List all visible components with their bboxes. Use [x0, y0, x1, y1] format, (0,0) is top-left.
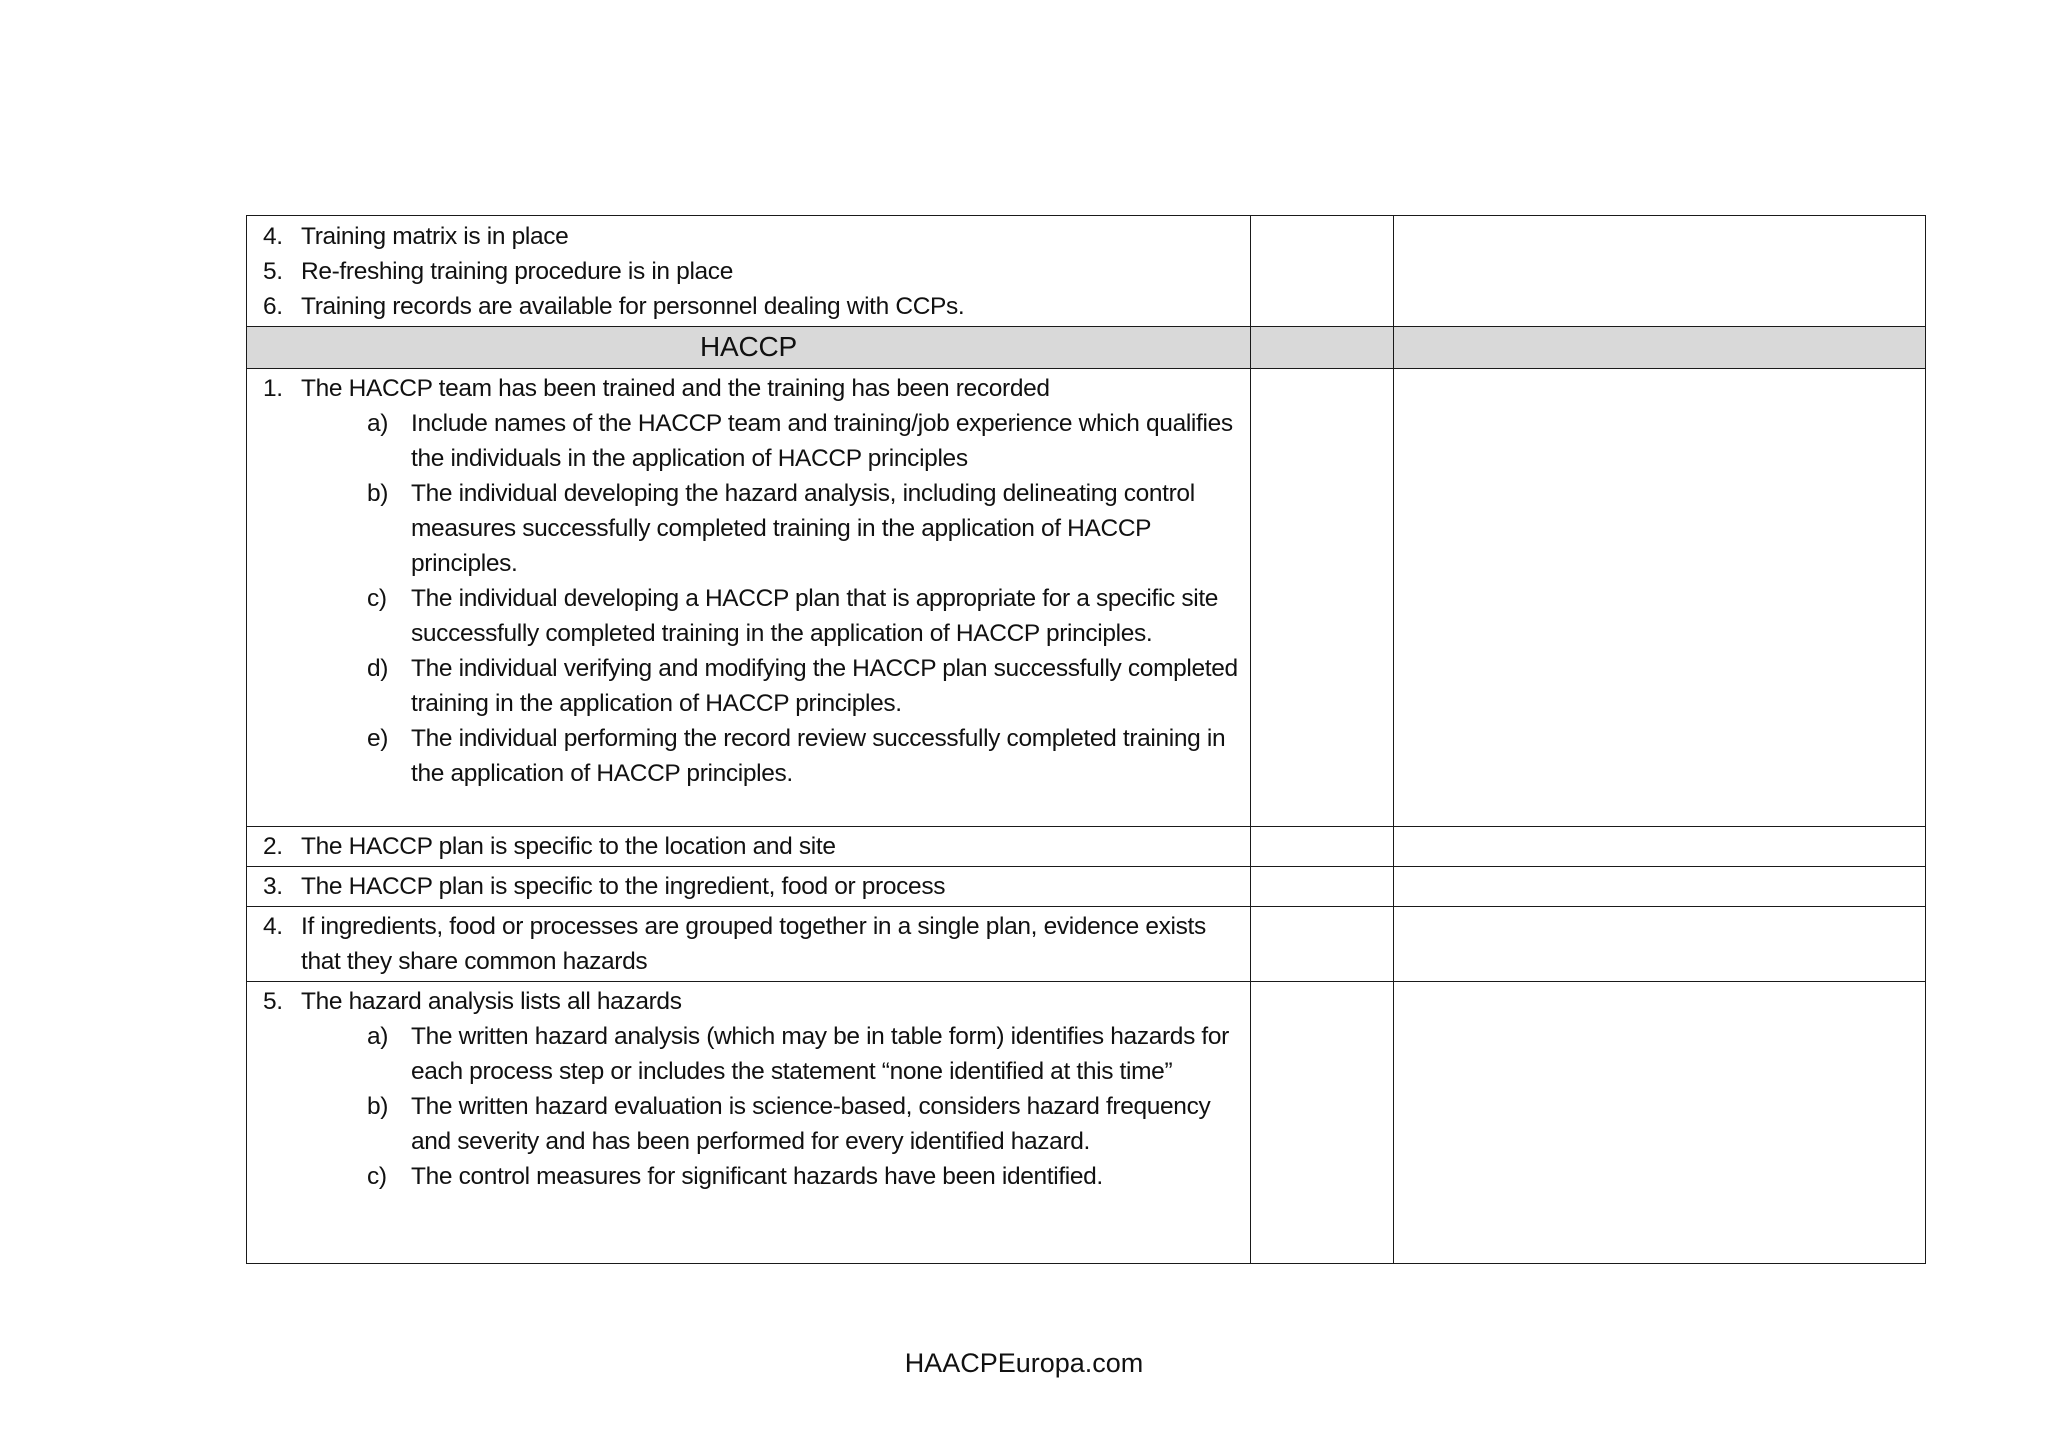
section-header-row: [247, 327, 1926, 369]
sub-item-text: The control measures for significant hazards have been identified.: [411, 1163, 1103, 1190]
item-number: 1.: [263, 375, 283, 402]
item-text: The HACCP plan is specific to the location and site: [301, 833, 836, 860]
sub-item-text: The written hazard evaluation is science-based, considers hazard frequency and severity and has been performed for every identified hazard.: [411, 1093, 1211, 1155]
item-number: 4.: [263, 223, 283, 250]
list-item: [257, 371, 1240, 406]
sub-item: [257, 1159, 1240, 1194]
sub-item-letter: d): [367, 655, 389, 682]
item-number: 4.: [263, 913, 283, 940]
sub-item: [257, 476, 1240, 581]
item-number: 5.: [263, 258, 283, 285]
sub-item: [257, 406, 1240, 476]
comments-cell[interactable]: [1394, 369, 1926, 827]
comments-cell[interactable]: [1394, 216, 1926, 327]
table-row-item-3: [247, 867, 1926, 907]
sub-item: [257, 1089, 1240, 1159]
compliance-cell[interactable]: [1251, 827, 1394, 867]
item-number: 6.: [263, 293, 283, 320]
compliance-cell[interactable]: [1251, 982, 1394, 1264]
sub-item-letter: c): [367, 585, 387, 612]
sub-item-letter: b): [367, 480, 389, 507]
comments-cell[interactable]: [1394, 982, 1926, 1264]
list-item: [257, 909, 1240, 979]
table-row-item-4: [247, 907, 1926, 982]
sub-item-letter: e): [367, 725, 389, 752]
item-text: Re-freshing training procedure is in place: [301, 258, 733, 285]
compliance-cell[interactable]: [1251, 369, 1394, 827]
checklist-table: [246, 215, 1926, 1264]
sub-item: [257, 721, 1240, 791]
sub-item-text: Include names of the HACCP team and training/job experience which qualifies the individuals in the application of HACCP principles: [411, 410, 1233, 472]
item-text: Training matrix is in place: [301, 223, 569, 250]
requirement-cell: [247, 369, 1251, 827]
item-text: If ingredients, food or processes are grouped together in a single plan, evidence exists that they share common hazards: [301, 913, 1206, 975]
requirement-cell: [247, 216, 1251, 327]
comments-cell[interactable]: [1394, 827, 1926, 867]
item-number: 2.: [263, 833, 283, 860]
table-row-item-1: [247, 369, 1926, 827]
list-item: [257, 829, 1240, 864]
table-row-training: [247, 216, 1926, 327]
sub-item: [257, 581, 1240, 651]
section-comments-cell: [1394, 327, 1926, 369]
requirement-cell: [247, 867, 1251, 907]
list-item: [257, 869, 1240, 904]
compliance-cell[interactable]: [1251, 907, 1394, 982]
compliance-cell[interactable]: [1251, 867, 1394, 907]
requirement-cell: [247, 907, 1251, 982]
item-number: 5.: [263, 988, 283, 1015]
table-row-item-5: [247, 982, 1926, 1264]
sub-item-text: The written hazard analysis (which may be in table form) identifies hazards for each process step or includes the statement “none identified at this time”: [411, 1023, 1229, 1085]
list-item: [257, 984, 1240, 1019]
sub-item-letter: a): [367, 410, 389, 437]
requirement-cell: [247, 982, 1251, 1264]
section-compliance-cell: [1251, 327, 1394, 369]
item-text: The HACCP team has been trained and the training has been recorded: [301, 375, 1050, 402]
list-item: [257, 219, 1240, 254]
item-text: Training records are available for personnel dealing with CCPs.: [301, 293, 965, 320]
list-item: [257, 254, 1240, 289]
sub-item-letter: a): [367, 1023, 389, 1050]
comments-cell[interactable]: [1394, 907, 1926, 982]
footer-website: HAACPEuropa.com: [904, 1348, 1144, 1378]
compliance-cell[interactable]: [1251, 216, 1394, 327]
list-item: [257, 289, 1240, 324]
comments-cell[interactable]: [1394, 867, 1926, 907]
item-text: The HACCP plan is specific to the ingredient, food or process: [301, 873, 946, 900]
sub-item-text: The individual verifying and modifying the HACCP plan successfully completed training in the application of HACCP principles.: [411, 655, 1238, 717]
sub-item: [257, 1019, 1240, 1089]
table-row-item-2: [247, 827, 1926, 867]
sub-item-letter: c): [367, 1163, 387, 1190]
sub-item-text: The individual performing the record review successfully completed training in the application of HACCP principles.: [411, 725, 1226, 787]
sub-item-text: The individual developing the hazard analysis, including delineating control measures successfully completed training in the application of HACCP principles.: [411, 480, 1195, 577]
sub-item: [257, 651, 1240, 721]
item-number: 3.: [263, 873, 283, 900]
sub-item-text: The individual developing a HACCP plan that is appropriate for a specific site successfully completed training in the application of HACCP principles.: [411, 585, 1219, 647]
section-title: HACCP: [699, 331, 797, 362]
requirement-cell: [247, 827, 1251, 867]
sub-item-letter: b): [367, 1093, 389, 1120]
section-title-cell: [247, 327, 1251, 369]
item-text: The hazard analysis lists all hazards: [301, 988, 682, 1015]
